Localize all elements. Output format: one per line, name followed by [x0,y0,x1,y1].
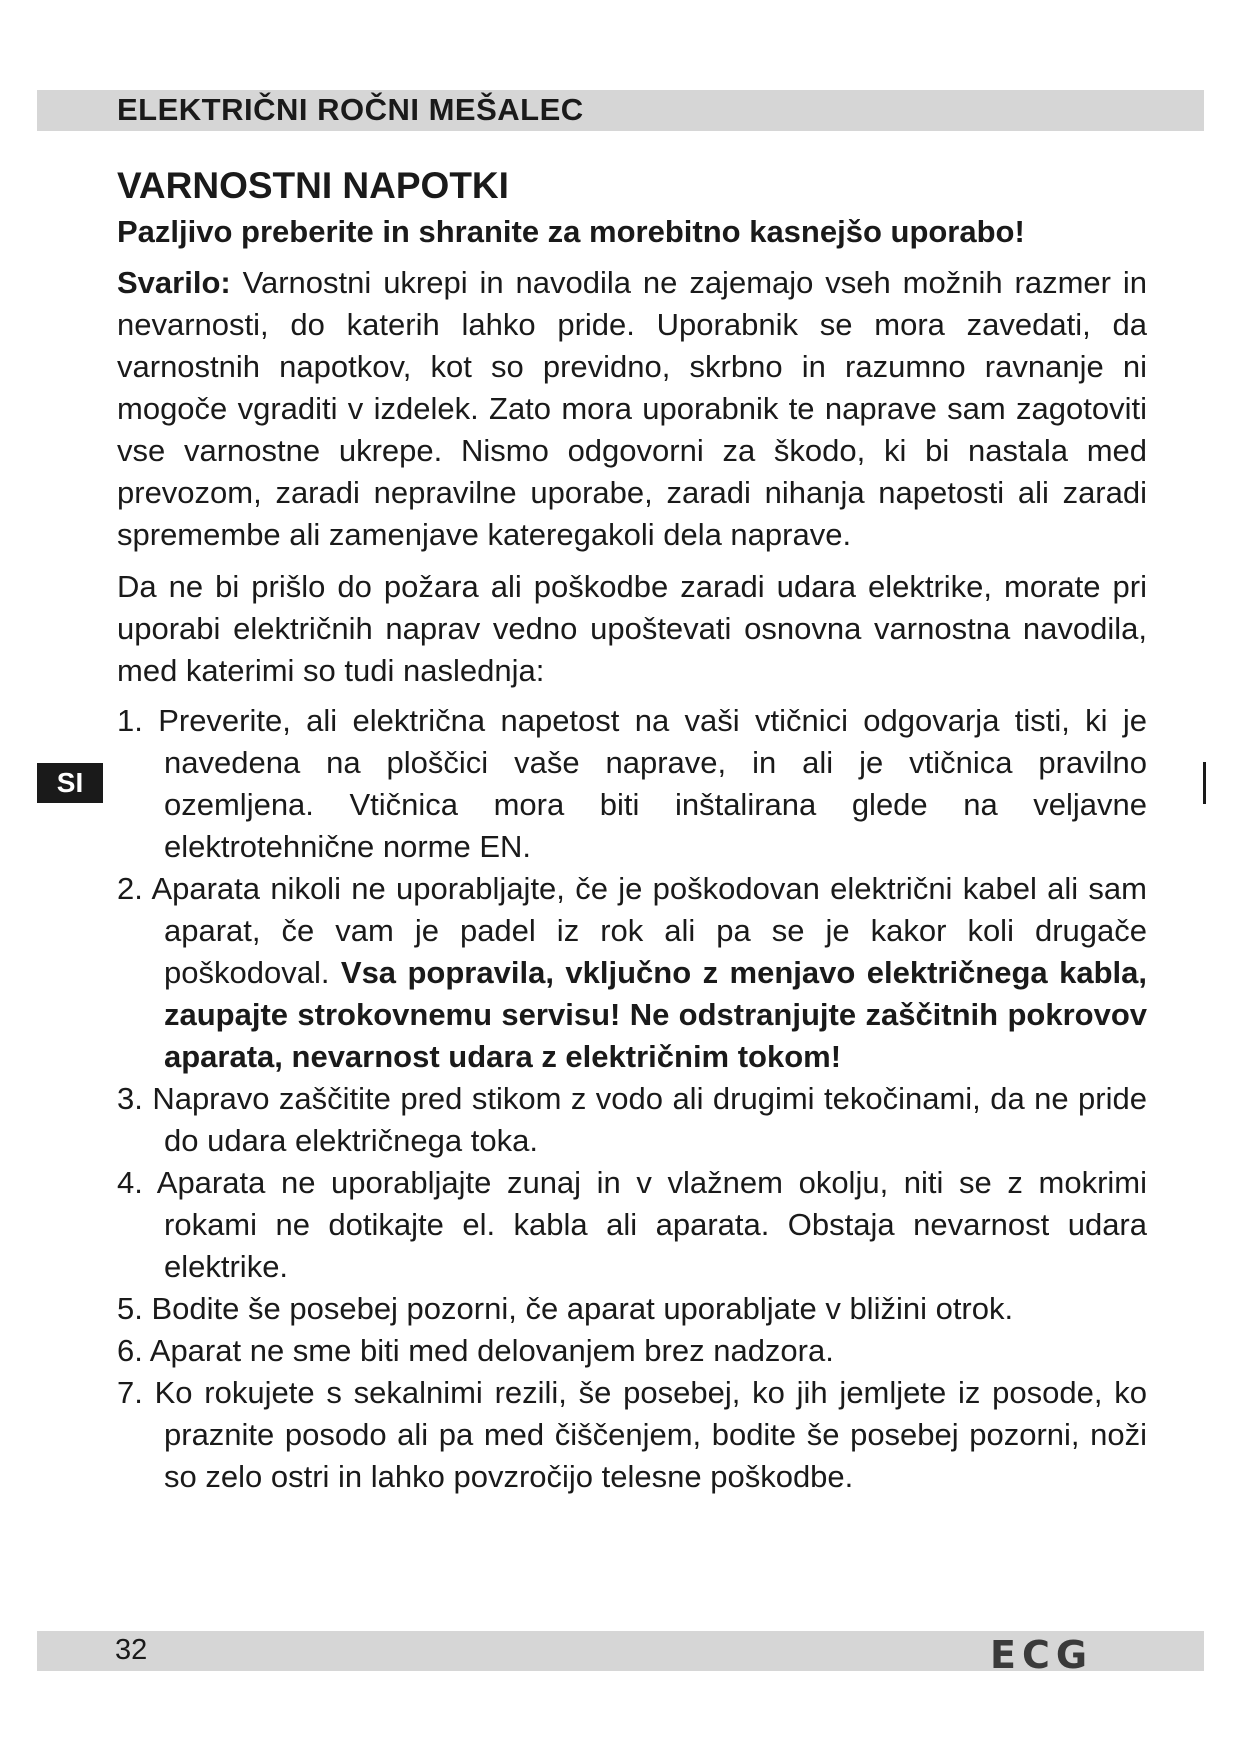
page-number: 32 [115,1634,148,1666]
side-margin-mark [1203,762,1206,804]
rule-item-6: 6. Aparat ne sme biti med delovanjem brez nadzora. [117,1333,834,1368]
intro-paragraph: Da ne bi prišlo do požara ali poškodbe zaradi udara elektrike, morate pri uporabi električnih naprav vedno upoštevati osnovna varnostna navodila, med katerimi so tudi naslednja: [117,569,1147,688]
warning-paragraph [117,262,1147,556]
rule-2-bold-warning: Vsa popravila, vključno z menjavo električnega kabla, zaupajte strokovnemu servisu! Ne odstranjujte zaščitnih pokrovov aparata, nevarnost udara z električnim tokom! [164,955,1147,1074]
rule-item-4: 4. Aparata ne uporabljajte zunaj in v vlažnem okolju, niti se z mokrimi rokami ne dotikajte el. kabla ali aparata. Obstaja nevarnost udara elektrike. [117,1165,1147,1284]
language-tab: SI [37,763,103,803]
warning-label: Svarilo: [117,265,231,300]
ecg-logo: ECG [990,1633,1094,1677]
rule-item-2: 2. Aparata nikoli ne uporabljajte, če je poškodovan električni kabel ali sam aparat, če vam je padel iz rok ali pa se je kakor koli drugače poškodoval. Vsa popravila, vključno z menjavo električnega kabla, zaupajte strokovnemu servisu! Ne odstranjujte zaščitnih pokrovov aparata, nevarnost udara z električnim tokom! [117,871,1148,1074]
safety-rules-list [117,700,1147,1498]
section-subtitle: Pazljivo preberite in shranite za morebitno kasnejšo uporabo! [117,214,1025,249]
main-content [117,160,1147,1498]
rule-item-5: 5. Bodite še posebej pozorni, če aparat uporabljate v bližini otrok. [117,1291,1014,1326]
section-title: VARNOSTNI NAPOTKI [117,165,509,206]
warning-text: Varnostni ukrepi in navodila ne zajemajo vseh možnih razmer in nevarnosti, do katerih lahko pride. Uporabnik se mora zavedati, da varnostnih napotkov, kot so previdno, skrbno in razumno ravnanje ni mogoče vgraditi v izdelek. Zato mora uporabnik te naprave sam zagotoviti vse varnostne ukrepe. Nismo odgovorni za škodo, ki bi nastala med prevozom, zaradi nepravilne uporabe, zaradi nihanja napetosti ali zaradi spremembe ali zamenjave kateregakoli dela naprave. [117,265,1147,552]
rule-item-3: 3. Napravo zaščitite pred stikom z vodo ali drugimi tekočinami, da ne pride do udara električnega toka. [117,1081,1147,1158]
rule-item-7: 7. Ko rokujete s sekalnimi rezili, še posebej, ko jih jemljete iz posode, ko praznite posodo ali pa med čiščenjem, bodite še posebej pozorni, noži so zelo ostri in lahko povzročijo telesne poškodbe. [117,1375,1147,1494]
rule-item-1: 1. Preverite, ali električna napetost na vaši vtičnici odgovarja tisti, ki je navedena na ploščici vaše naprave, in ali je vtičnica pravilno ozemljena. Vtičnica mora biti inštalirana glede na veljavne elektrotehnične norme EN. [117,703,1148,864]
page-header-title: ELEKTRIČNI ROČNI MEŠALEC [117,92,584,127]
